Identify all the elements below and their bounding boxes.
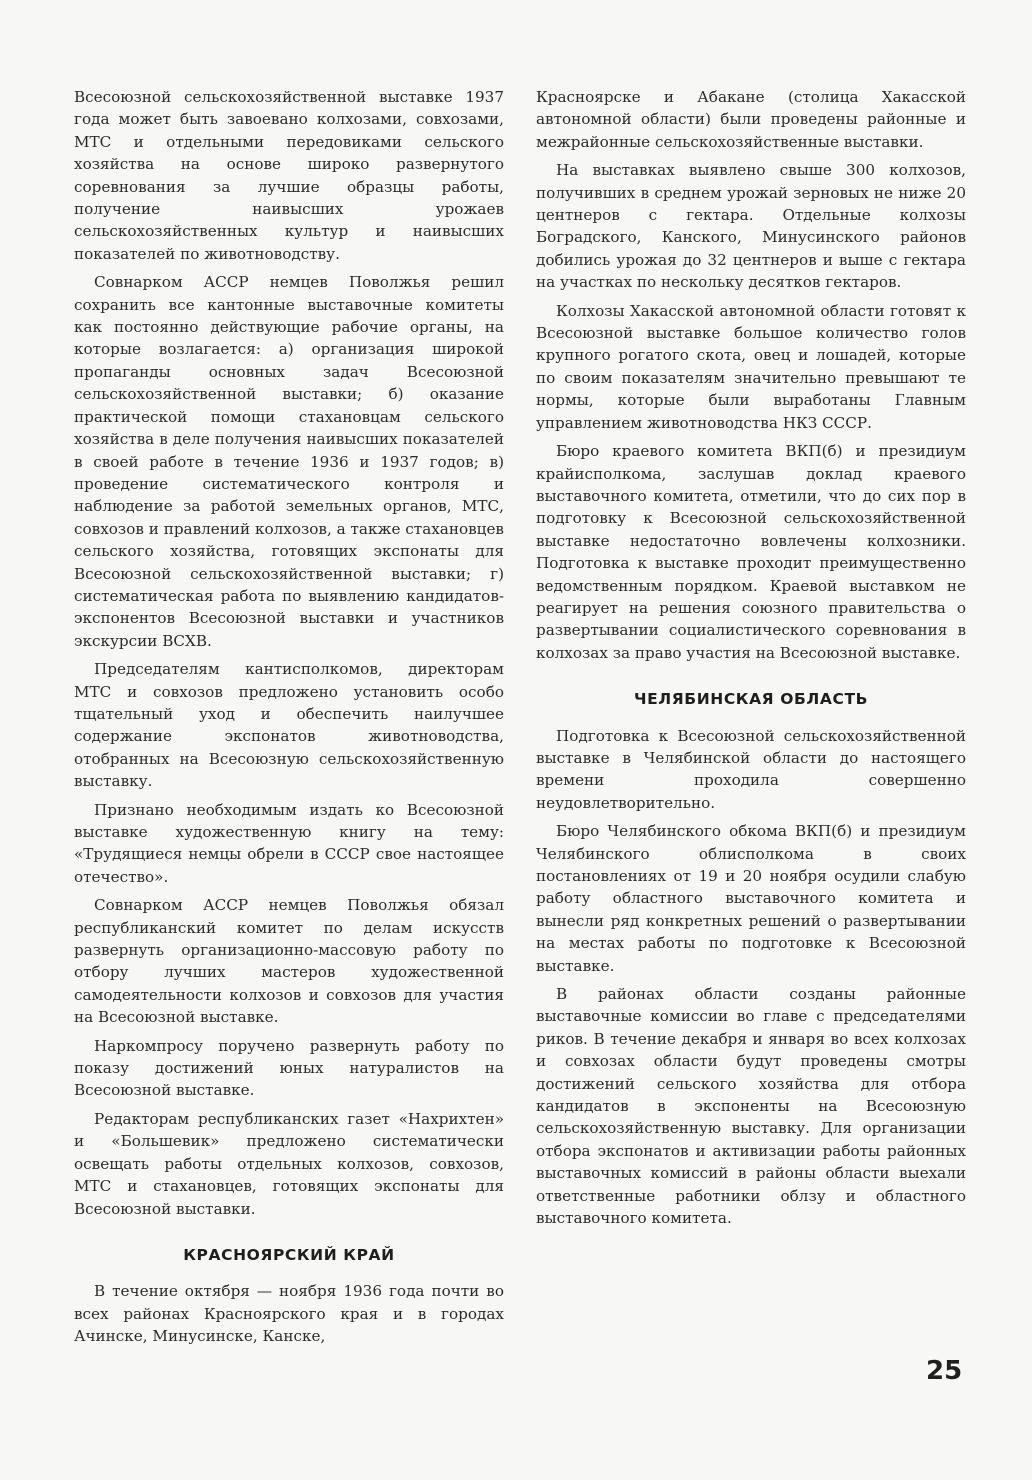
paragraph: Колхозы Хакасской автономной области готовят к Всесоюзной выставке большое количество голов крупного рогатого скота, овец и лошадей, которые по своим показателям значительно превышают те нормы, которые были выработаны Главным управлением животноводства НКЗ СССР.: [536, 301, 966, 432]
paragraph: Бюро краевого комитета ВКП(б) и президиум крайисполкома, заслушав доклад краевого выставочного комитета, отметили, что до сих пор в подготовку к Всесоюзной сельскохозяйственной выставке недостаточно вовлечены колхозники. Подготовка к выставке проходит преимущественно ведомственным порядком. Краевой выставком не реагирует на решения союзного правительства о развертывании социалистического соревнования в колхозах за право участия на Всесоюзной выставке.: [536, 442, 966, 662]
right-column: [536, 86, 966, 1236]
paragraph: На выставках выявлено свыше 300 колхозов, получивших в среднем урожай зерновых не ниже 20 центнеров с гектара. Отдельные колхозы Боградского, Канского, Минусинского районов добились урожая до 32 центнеров и выше с гектара на участках по нескольку десятков гектаров.: [536, 161, 966, 292]
paragraph: Совнарком АССР немцев Поволжья обязал республиканский комитет по делам искусств развернуть организационно-массовую работу по отбору лучших мастеров художественной самодеятельности колхозов и совхозов для участия на Всесоюзной выставке.: [74, 896, 504, 1027]
page-number: 25: [926, 1356, 963, 1386]
paragraph: Председателям кантисполкомов, директорам МТС и совхозов предложено установить особо тщательный уход и обеспечить наилучшее содержание экспонатов животноводства, отобранных на Всесоюзную сельскохозяйственную выставку.: [74, 660, 504, 791]
paragraph: В районах области созданы районные выставочные комиссии во главе с председателями риков. В течение декабря и января во всех колхозах и совхозах области будут проведены смотры достижений сельского хозяйства для отбора кандидатов в экспоненты на Всесоюзную сельскохозяйственную выставку. Для организации отбора экспонатов и активизации работы районных выставочных комиссий в районы области выехали ответственные работники облзу и областного выставочного комитета.: [536, 985, 966, 1228]
paragraph: Красноярске и Абакане (столица Хакасской автономной области) были проведены районные и межрайонные сельскохозяйственные выставки.: [536, 88, 966, 151]
paragraph: Совнарком АССР немцев Поволжья решил сохранить все кантонные выставочные комитеты как постоянно действующие рабочие органы, на которые возлагается: а) организация широкой пропаганды основных задач Всесоюзной сельскохозяйственной выставки; б) оказание практической помощи стахановцам сельского хозяйства в деле получения наивысших показателей в своей работе в течение 1936 и 1937 годов; в) проведение систематического контроля и наблюдение за работой земельных органов, МТС, совхозов и правлений колхозов, а также стахановцев сельского хозяйства, готовящих экспонаты для Всесоюзной сельскохозяйственной выставки; г) систематическая работа по выявлению кандидатов-экспонентов Всесоюзной выставки и участников экскурсии ВСХВ.: [74, 273, 504, 650]
paragraph: Признано необходимым издать ко Всесоюзной выставке художественную книгу на тему: «Трудящиеся немцы обрели в СССР свое настоящее отечество».: [74, 800, 504, 886]
paragraph: Подготовка к Всесоюзной сельскохозяйственной выставке в Челябинской области до настоящего времени проходила совершенно неудовлетворительно.: [536, 726, 966, 812]
paragraph: Бюро Челябинского обкома ВКП(б) и президиум Челябинского облисполкома в своих постановлениях от 19 и 20 ноября осудили слабую работу областного выставочного комитета и вынесли ряд конкретных решений о развертывании на местах работы по подготовке к Всесоюзной выставке.: [536, 822, 966, 975]
section-heading-chelyabinsk: ЧЕЛЯБИНСКАЯ ОБЛАСТЬ: [633, 690, 869, 709]
paragraph: Редакторам республиканских газет «Нахрихтен» и «Большевик» предложено систематически освещать работы отдельных колхозов, совхозов, МТС и стахановцев, готовящих экспонаты для Всесоюзной выставки.: [74, 1109, 504, 1218]
paragraph: Всесоюзной сельскохозяйственной выставке 1937 года может быть завоевано колхозами, совхозами, МТС и отдельными передовиками сельского хозяйства на основе широко развернутого соревнования за лучшие образцы работы, получение наивысших урожаев сельскохозяйственных культур и наивысших показателей по животноводству.: [74, 88, 504, 263]
section-heading-krasnoyarsk: КРАСНОЯРСКИЙ КРАЙ: [183, 1245, 395, 1264]
paragraph: Наркомпросу поручено развернуть работу по показу достижений юных натуралистов на Всесоюзной выставке.: [74, 1036, 504, 1100]
paragraph: В течение октября — ноября 1936 года почти во всех районах Красноярского края и в городах Ачинске, Минусинске, Канске,: [74, 1282, 504, 1346]
left-column: [74, 86, 504, 1354]
